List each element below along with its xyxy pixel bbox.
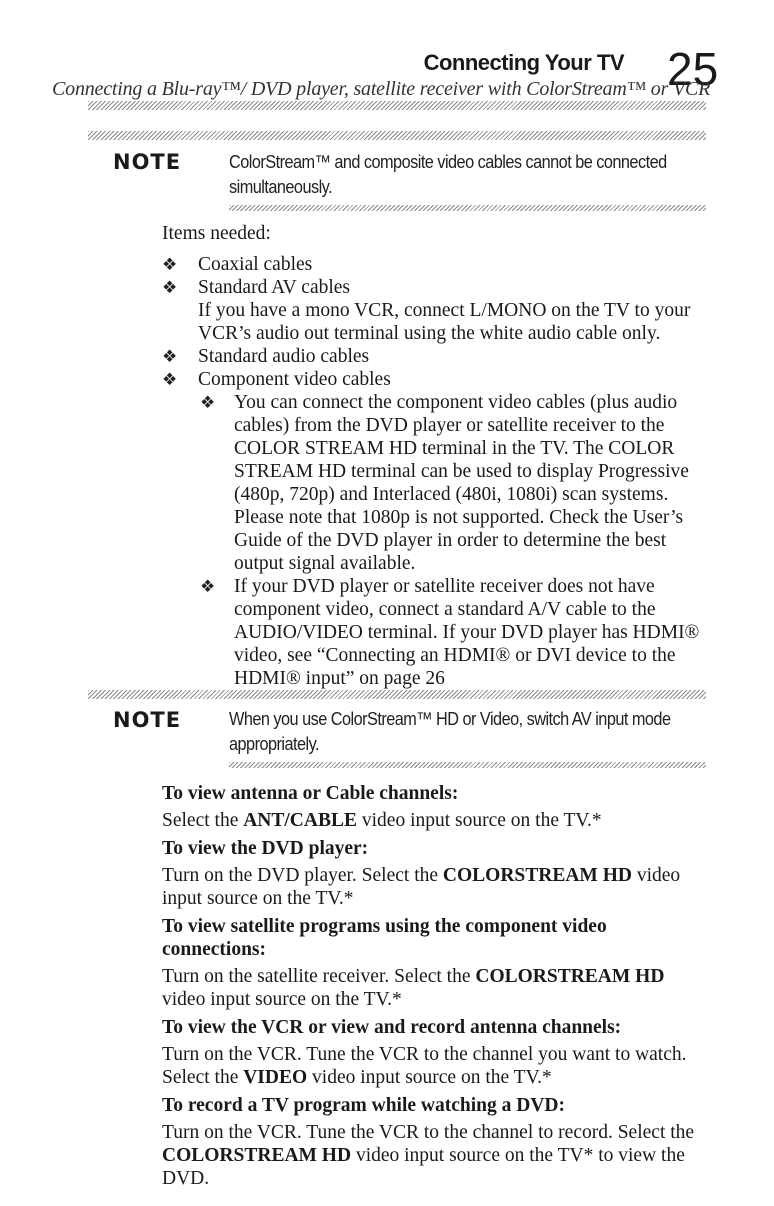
note1-text <box>229 149 722 199</box>
heading-vcr: To view the VCR or view and record antenna channels: <box>162 1017 622 1038</box>
sub1-line: STREAM HD terminal can be used to display Progressive <box>234 461 689 482</box>
text-vcr-line2: Select the VIDEO video input source on the TV.* <box>162 1067 552 1088</box>
section-subtitle: Connecting a Blu-ray™/ DVD player, satellite receiver with ColorStream™ or VCR <box>52 78 711 100</box>
text-satellite-line2: video input source on the TV.* <box>162 989 402 1010</box>
text-antenna-cable: Select the ANT/CABLE video input source on the TV.* <box>162 810 602 831</box>
sub2-line: video, see “Connecting an HDMI® or DVI device to the <box>234 645 676 666</box>
sub2-line: component video, connect a standard A/V cable to the <box>234 599 656 620</box>
bullet-diamond-icon: ❖ <box>162 370 178 389</box>
note1-label: NOTE <box>113 150 182 174</box>
note1-top-divider <box>88 131 706 140</box>
note2-line1: When you use ColorStream™ HD or Video, switch AV input mode <box>229 708 671 729</box>
text-dvd-player-line2: input source on the TV.* <box>162 888 354 909</box>
sub2-line: AUDIO/VIDEO terminal. If your DVD player has HDMI® <box>234 622 700 643</box>
sub1-line: Please note that 1080p is not supported. Check the User’s <box>234 507 684 528</box>
sub1-line: You can connect the component video cables (plus audio <box>234 392 678 413</box>
sub1-line: Guide of the DVD player in order to determine the best <box>234 530 667 551</box>
text-satellite-line1: Turn on the satellite receiver. Select the COLORSTREAM HD <box>162 966 665 987</box>
note2-text <box>229 706 722 756</box>
list-item-audio: Standard audio cables <box>198 346 370 367</box>
note1-line1: ColorStream™ and composite video cables cannot be connected <box>229 151 667 172</box>
heading-antenna-cable: To view antenna or Cable channels: <box>162 783 459 804</box>
note2-bottom-divider <box>229 762 706 768</box>
list-item-coaxial: Coaxial cables <box>198 254 313 275</box>
sub2-line: HDMI® input” on page 26 <box>234 668 445 689</box>
list-item-component: Component video cables <box>198 369 391 390</box>
header-divider <box>88 101 706 110</box>
note2-line2: appropriately. <box>229 733 320 754</box>
av-note-line1: If you have a mono VCR, connect L/MONO on the TV to your <box>198 300 691 321</box>
text-vcr-line1: Turn on the VCR. Tune the VCR to the channel you want to watch. <box>162 1044 687 1065</box>
chapter-title: Connecting Your TV <box>423 50 624 75</box>
av-note-line2: VCR’s audio out terminal using the white audio cable only. <box>198 323 661 344</box>
bullet-diamond-icon: ❖ <box>162 347 178 366</box>
note2-label: NOTE <box>113 708 182 732</box>
heading-record: To record a TV program while watching a DVD: <box>162 1095 566 1116</box>
list-item-standard-av: Standard AV cables <box>198 277 351 298</box>
items-intro: Items needed: <box>162 223 271 244</box>
note1-line2: simultaneously. <box>229 176 333 197</box>
sub1-line: (480p, 720p) and Interlaced (480i, 1080i) scan systems. <box>234 484 669 505</box>
heading-satellite-line1: To view satellite programs using the component video <box>162 916 607 937</box>
text-dvd-player-line1: Turn on the DVD player. Select the COLORSTREAM HD video <box>162 865 681 886</box>
bullet-diamond-icon: ❖ <box>162 278 178 297</box>
sub1-line: output signal available. <box>234 553 416 574</box>
note2-top-divider <box>88 690 706 699</box>
bullet-diamond-icon: ❖ <box>162 255 178 274</box>
text-record-line1: Turn on the VCR. Tune the VCR to the channel to record. Select the <box>162 1122 695 1143</box>
sub1-line: COLOR STREAM HD terminal in the TV. The COLOR <box>234 438 675 459</box>
sub2-line: If your DVD player or satellite receiver does not have <box>234 576 655 597</box>
bullet-diamond-icon: ❖ <box>200 577 216 596</box>
page-number: 25 <box>667 43 719 95</box>
text-record-line3: DVD. <box>162 1168 210 1189</box>
note1-bottom-divider <box>229 205 706 211</box>
sub1-line: cables) from the DVD player or satellite receiver to the <box>234 415 665 436</box>
bullet-diamond-icon: ❖ <box>200 393 216 412</box>
heading-dvd-player: To view the DVD player: <box>162 838 369 859</box>
text-record-line2: COLORSTREAM HD video input source on the TV* to view the <box>162 1145 685 1166</box>
heading-satellite-line2: connections: <box>162 939 266 960</box>
